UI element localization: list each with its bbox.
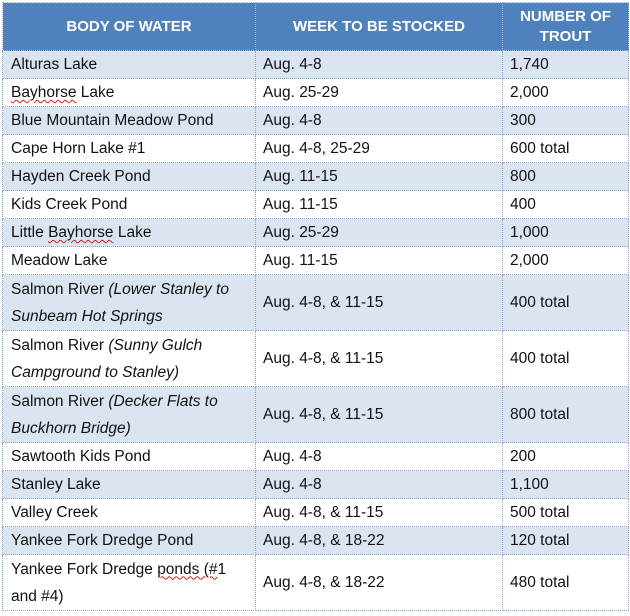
week-cell: Aug. 4-8, 25-29 [256,135,503,163]
spellcheck-flagged-word: Bayhorse [11,84,77,101]
week-cell: Aug. 4-8, & 11-15 [256,275,503,331]
table-row [3,499,629,527]
body-of-water-cell: Yankee Fork Dredge Pond [3,527,256,555]
week-cell: Aug. 25-29 [256,219,503,247]
trout-count-cell: 1,740 [503,51,629,79]
body-of-water-text: 1 and #4) [11,560,227,605]
trout-count-cell: 2,000 [503,79,629,107]
table-row [3,387,629,443]
body-of-water-cell: Stanley Lake [3,471,256,499]
trout-count-cell: 300 [503,107,629,135]
body-of-water-text: Salmon River [11,336,109,354]
header-body-of-water: BODY OF WATER [3,3,256,51]
body-of-water-cell [3,331,256,387]
body-of-water-cell [3,219,256,247]
header-number-of-trout: NUMBER OF TROUT [503,3,629,51]
body-of-water-text: Salmon River [11,280,109,298]
week-cell: Aug. 4-8, & 18-22 [256,555,503,611]
body-of-water-cell: Alturas Lake [3,51,256,79]
table-row [3,191,629,219]
body-of-water-cell: Cape Horn Lake #1 [3,135,256,163]
table-row [3,527,629,555]
trout-count-cell: 2,000 [503,247,629,275]
trout-count-cell: 120 total [503,527,629,555]
body-of-water-text: Lake [76,84,115,101]
trout-count-cell: 500 total [503,499,629,527]
week-cell: Aug. 4-8, & 11-15 [256,331,503,387]
trout-count-cell: 400 [503,191,629,219]
spellcheck-flagged-word: Bayhorse [48,224,114,241]
trout-stocking-table [2,2,629,611]
trout-count-cell: 200 [503,443,629,471]
table-row [3,163,629,191]
trout-count-cell: 400 total [503,275,629,331]
trout-count-cell: 400 total [503,331,629,387]
body-of-water-text: Salmon River [11,392,109,410]
trout-count-cell: 1,000 [503,219,629,247]
table-row [3,331,629,387]
week-cell: Aug. 4-8, & 11-15 [256,499,503,527]
table-row [3,51,629,79]
trout-count-cell: 800 total [503,387,629,443]
header-week-to-be-stocked: WEEK TO BE STOCKED [256,3,503,51]
week-cell: Aug. 4-8 [256,443,503,471]
trout-count-cell: 1,100 [503,471,629,499]
table-row [3,443,629,471]
river-section-note: (Sunny Gulch Campground to Stanley) [11,336,203,381]
body-of-water-text: Lake [113,224,152,241]
table-row [3,275,629,331]
week-cell: Aug. 4-8 [256,51,503,79]
table-row [3,471,629,499]
body-of-water-cell: Hayden Creek Pond [3,163,256,191]
week-cell: Aug. 4-8, & 11-15 [256,387,503,443]
week-cell: Aug. 4-8 [256,107,503,135]
body-of-water-cell: Blue Mountain Meadow Pond [3,107,256,135]
river-section-note: (Decker Flats to Buckhorn Bridge) [11,392,218,437]
body-of-water-cell: Valley Creek [3,499,256,527]
trout-count-cell: 600 total [503,135,629,163]
body-of-water-cell: Kids Creek Pond [3,191,256,219]
body-of-water-cell: Meadow Lake [3,247,256,275]
body-of-water-cell [3,275,256,331]
spellcheck-flagged-word: ponds (# [157,560,218,578]
body-of-water-cell [3,79,256,107]
trout-count-cell: 800 [503,163,629,191]
week-cell: Aug. 11-15 [256,191,503,219]
week-cell: Aug. 11-15 [256,163,503,191]
body-of-water-text: Yankee Fork Dredge [11,560,158,578]
body-of-water-cell: Sawtooth Kids Pond [3,443,256,471]
river-section-note: (Lower Stanley to Sunbeam Hot Springs [11,280,229,325]
week-cell: Aug. 11-15 [256,247,503,275]
table-row [3,247,629,275]
trout-count-cell: 480 total [503,555,629,611]
table-row [3,107,629,135]
body-of-water-cell [3,387,256,443]
body-of-water-text: Little [11,224,49,241]
table-row [3,219,629,247]
header-row [3,3,629,51]
week-cell: Aug. 25-29 [256,79,503,107]
table-row [3,555,629,611]
week-cell: Aug. 4-8, & 18-22 [256,527,503,555]
table-row [3,79,629,107]
week-cell: Aug. 4-8 [256,471,503,499]
body-of-water-cell [3,555,256,611]
table-row [3,135,629,163]
